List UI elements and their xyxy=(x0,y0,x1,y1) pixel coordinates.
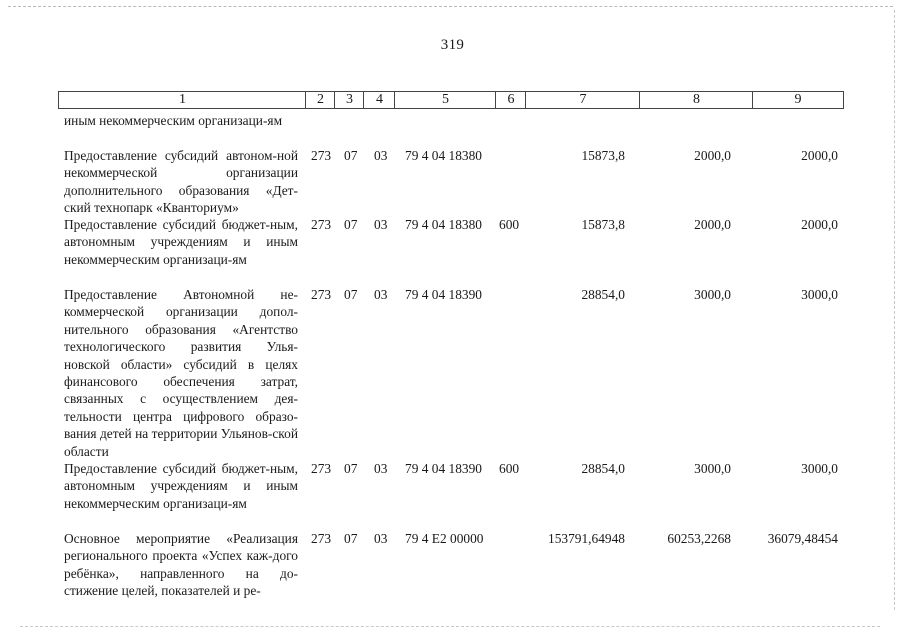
cell-col-3: 07 xyxy=(344,287,358,302)
cell-col-2: 273 xyxy=(311,461,332,476)
column-header-5: 5 xyxy=(394,91,496,109)
row-description: Предоставление субсидий бюджет-ным, автономным учреждениям и иным некоммерческим организаци-ям xyxy=(64,461,298,511)
page-number: 319 xyxy=(440,37,465,53)
scan-edge-right xyxy=(894,10,895,610)
cell-col-4: 03 xyxy=(374,217,388,232)
cell-col-4: 03 xyxy=(374,531,388,546)
row-description: Предоставление субсидий бюджет-ным, автономным учреждениям и иным некоммерческим организаци-ям xyxy=(64,217,298,267)
cell-col-6: 600 xyxy=(499,217,520,232)
cell-col-4: 03 xyxy=(374,287,388,302)
cell-col-9: 2000,0 xyxy=(801,217,838,232)
cell-col-2: 273 xyxy=(311,531,332,546)
cell-col-7: 28854,0 xyxy=(581,287,625,302)
column-header-9: 9 xyxy=(752,91,844,109)
cell-col-7: 15873,8 xyxy=(581,148,625,163)
cell-col-8: 3000,0 xyxy=(694,461,731,476)
cell-col-3: 07 xyxy=(344,461,358,476)
cell-col-5: 79 4 04 18390 xyxy=(405,461,482,476)
column-header-2: 2 xyxy=(305,91,335,109)
cell-col-7: 28854,0 xyxy=(581,461,625,476)
column-header-1: 1 xyxy=(58,91,306,109)
cell-col-9: 36079,48454 xyxy=(767,531,838,546)
cell-col-3: 07 xyxy=(344,531,358,546)
column-header-4: 4 xyxy=(363,91,395,109)
scan-edge-bottom xyxy=(20,626,880,627)
cell-col-2: 273 xyxy=(311,148,332,163)
cell-col-7: 15873,8 xyxy=(581,217,625,232)
scan-edge-top xyxy=(8,6,893,7)
cell-col-4: 03 xyxy=(374,148,388,163)
cell-col-2: 273 xyxy=(311,217,332,232)
cell-col-5: 79 4 04 18380 xyxy=(405,148,482,163)
cell-col-5: 79 4 04 18380 xyxy=(405,217,482,232)
column-header-8: 8 xyxy=(639,91,753,109)
cell-col-8: 60253,2268 xyxy=(667,531,731,546)
table-header xyxy=(58,91,843,109)
cell-col-8: 2000,0 xyxy=(694,217,731,232)
cell-col-5: 79 4 04 18390 xyxy=(405,287,482,302)
cell-col-8: 2000,0 xyxy=(694,148,731,163)
cell-col-7: 153791,64948 xyxy=(548,531,625,546)
column-header-7: 7 xyxy=(525,91,640,109)
cell-col-2: 273 xyxy=(311,287,332,302)
cell-col-3: 07 xyxy=(344,217,358,232)
row-description: Предоставление субсидий автоном-ной некоммерческой организации дополнительного образования «Дет-ский технопарк «Кванториум» xyxy=(64,148,298,216)
cell-col-9: 3000,0 xyxy=(801,461,838,476)
column-header-6: 6 xyxy=(495,91,526,109)
cell-col-9: 2000,0 xyxy=(801,148,838,163)
cell-col-5: 79 4 E2 00000 xyxy=(405,531,484,546)
row-description: Предоставление Автономной не-коммерческой организации допол-нительного образования «Агентство технологического развития Улья-новской области» субсидий в целях финансового обеспечения затрат, связанных с осуществлением дея-тельности центра цифрового образо-вания детей на территории Ульянов-ской области xyxy=(64,287,298,459)
cell-col-8: 3000,0 xyxy=(694,287,731,302)
row-description: Основное мероприятие «Реализация регионального проекта «Успех каж-дого ребёнка», направленного на до-стижение целей, показателей и ре- xyxy=(64,531,298,599)
cell-col-6: 600 xyxy=(499,461,520,476)
cell-col-4: 03 xyxy=(374,461,388,476)
cell-col-3: 07 xyxy=(344,148,358,163)
column-header-3: 3 xyxy=(334,91,364,109)
row-description: иным некоммерческим организаци-ям xyxy=(64,113,283,128)
cell-col-9: 3000,0 xyxy=(801,287,838,302)
